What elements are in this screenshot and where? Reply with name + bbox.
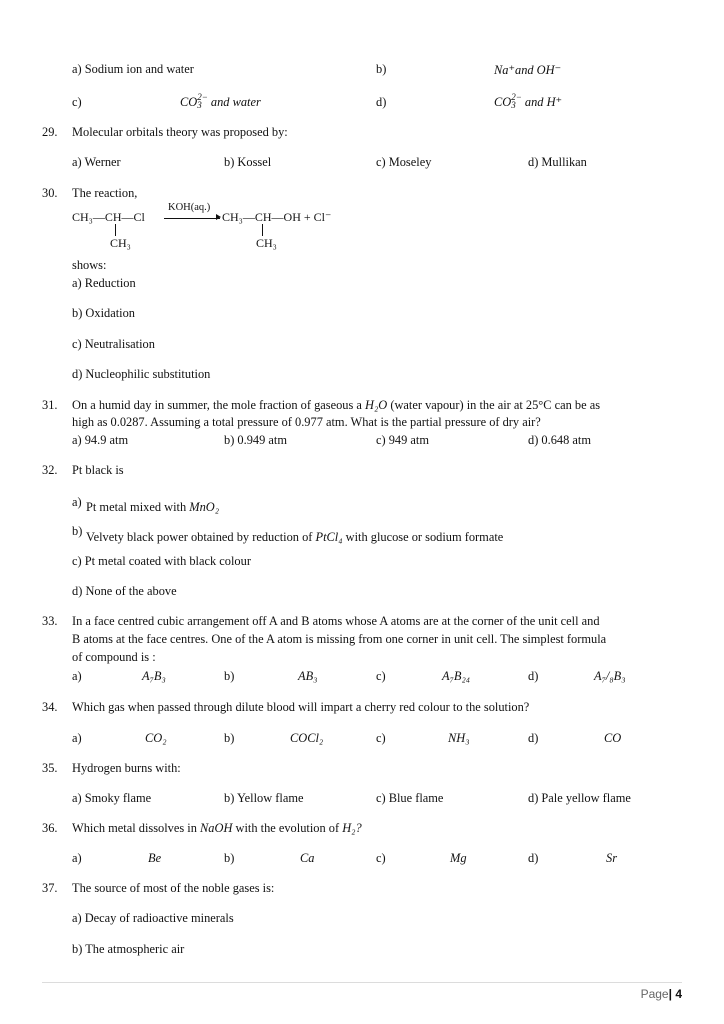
q34-question: Which gas when passed through dilute blood will impart a cherry red colour to the solution? [72, 700, 530, 714]
q35-number: 35. [42, 761, 58, 775]
q36-option-d: Sr [606, 851, 618, 865]
q33-option-d: A₇/₈B₃ [594, 669, 626, 683]
q29-option-c: c) Moseley [376, 155, 432, 169]
q29-option-a: a) Werner [72, 155, 121, 169]
q37-option-a: a) Decay of radioactive minerals [72, 911, 234, 925]
q36-option-c: Mg [450, 851, 467, 865]
q32-option-b-label: b) [72, 524, 83, 538]
q33-line1: In a face centred cubic arrangement off A and B atoms whose A atoms are at the corner of the unit cell and [72, 614, 600, 628]
q32-option-a: Pt metal mixed with MnO₂ [86, 500, 220, 514]
q35-question: Hydrogen burns with: [72, 761, 181, 775]
q28-option-d-label: d) [376, 95, 387, 109]
q31-option-a: a) 94.9 atm [72, 433, 129, 447]
q33-line2: B atoms at the face centres. One of the A atom is missing from one corner in unit cell. The simplest formula [72, 632, 607, 646]
q28-option-b-label: b) [376, 62, 387, 76]
reaction-reactant-branch: CH₃ [110, 236, 131, 250]
q30-option-a: a) Reduction [72, 276, 136, 290]
q34-option-d: CO [604, 731, 622, 745]
q29-option-b: b) Kossel [224, 155, 272, 169]
reaction-reagent: KOH(aq.) [168, 202, 211, 213]
q33-option-c: A₇B₂₄ [442, 669, 471, 683]
q36-option-b: Ca [300, 851, 315, 865]
q30-shows: shows: [72, 258, 107, 272]
q32-option-c: c) Pt metal coated with black colour [72, 554, 251, 568]
q31-option-d: d) 0.648 atm [528, 433, 591, 447]
q34-option-c-label: c) [376, 731, 386, 745]
q36-option-a: Be [148, 851, 162, 865]
q28-option-c-label: c) [72, 95, 82, 109]
q32-question: Pt black is [72, 463, 124, 477]
q33-option-a: A₇B₃ [142, 669, 166, 683]
q28-option-b-text: Na⁺and OH⁻ [494, 63, 562, 77]
footer-divider [42, 982, 682, 983]
q33-line3: of compound is : [72, 650, 156, 664]
q31-option-b: b) 0.949 atm [224, 433, 287, 447]
q29-number: 29. [42, 125, 58, 139]
q30-option-c: c) Neutralisation [72, 337, 155, 351]
q36-number: 36. [42, 821, 58, 835]
q31-line2: high as 0.0287. Assuming a total pressure of 0.977 atm. What is the partial pressure of dry air? [72, 415, 541, 429]
q32-number: 32. [42, 463, 58, 477]
q28-option-d-text: CO 2− 3 and H⁺ [494, 92, 563, 110]
q34-number: 34. [42, 700, 58, 714]
q31-option-c: c) 949 atm [376, 433, 429, 447]
q28-option-a: a) Sodium ion and water [72, 62, 194, 76]
page-number: Page| 4 [640, 987, 682, 1001]
product-bond [262, 224, 263, 236]
q34-option-a-label: a) [72, 731, 82, 745]
q29-question: Molecular orbitals theory was proposed by: [72, 125, 288, 139]
q30-reaction [72, 202, 392, 258]
reaction-product: CH₃—CH—OH + Cl⁻ [222, 210, 332, 224]
q36-question: Which metal dissolves in NaOH with the evolution of H₂? [72, 821, 362, 835]
q28-option-c-text: CO 2− 3 and water [180, 92, 261, 110]
q33-option-b-label: b) [224, 669, 235, 683]
q33-option-c-label: c) [376, 669, 386, 683]
q34-option-b-label: b) [224, 731, 235, 745]
q31-number: 31. [42, 398, 58, 412]
q34-option-a: CO₂ [145, 731, 167, 745]
reaction-product-branch: CH₃ [256, 236, 277, 250]
q34-option-c: NH₃ [448, 731, 470, 745]
q32-option-a-label: a) [72, 495, 82, 509]
q35-option-d: d) Pale yellow flame [528, 791, 631, 805]
q33-option-a-label: a) [72, 669, 82, 683]
q36-option-c-label: c) [376, 851, 386, 865]
q29-option-d: d) Mullikan [528, 155, 587, 169]
q37-number: 37. [42, 881, 58, 895]
q35-option-b: b) Yellow flame [224, 791, 304, 805]
q36-option-b-label: b) [224, 851, 235, 865]
q32-option-b: Velvety black power obtained by reduction of PtCl₄ with glucose or sodium formate [86, 530, 504, 544]
q35-option-a: a) Smoky flame [72, 791, 152, 805]
q31-line1: On a humid day in summer, the mole fraction of gaseous a H₂O (water vapour) in the air at 25°C can be as [72, 398, 601, 412]
q36-option-a-label: a) [72, 851, 82, 865]
q33-option-d-label: d) [528, 669, 539, 683]
reaction-arrow-head [216, 214, 221, 220]
q34-option-d-label: d) [528, 731, 539, 745]
q35-option-c: c) Blue flame [376, 791, 444, 805]
reaction-reactant: CH₃—CH—Cl [72, 210, 145, 224]
q34-option-b: COCl₂ [290, 731, 324, 745]
q33-number: 33. [42, 614, 58, 628]
q30-option-d: d) Nucleophilic substitution [72, 367, 211, 381]
reactant-bond [115, 224, 116, 236]
q30-number: 30. [42, 186, 58, 200]
q30-question: The reaction, [72, 186, 138, 200]
q32-option-d: d) None of the above [72, 584, 177, 598]
q33-option-b: AB₃ [298, 669, 318, 683]
q30-option-b: b) Oxidation [72, 306, 135, 320]
reaction-arrow [164, 218, 220, 219]
q36-option-d-label: d) [528, 851, 539, 865]
q37-question: The source of most of the noble gases is: [72, 881, 275, 895]
q37-option-b: b) The atmospheric air [72, 942, 185, 956]
